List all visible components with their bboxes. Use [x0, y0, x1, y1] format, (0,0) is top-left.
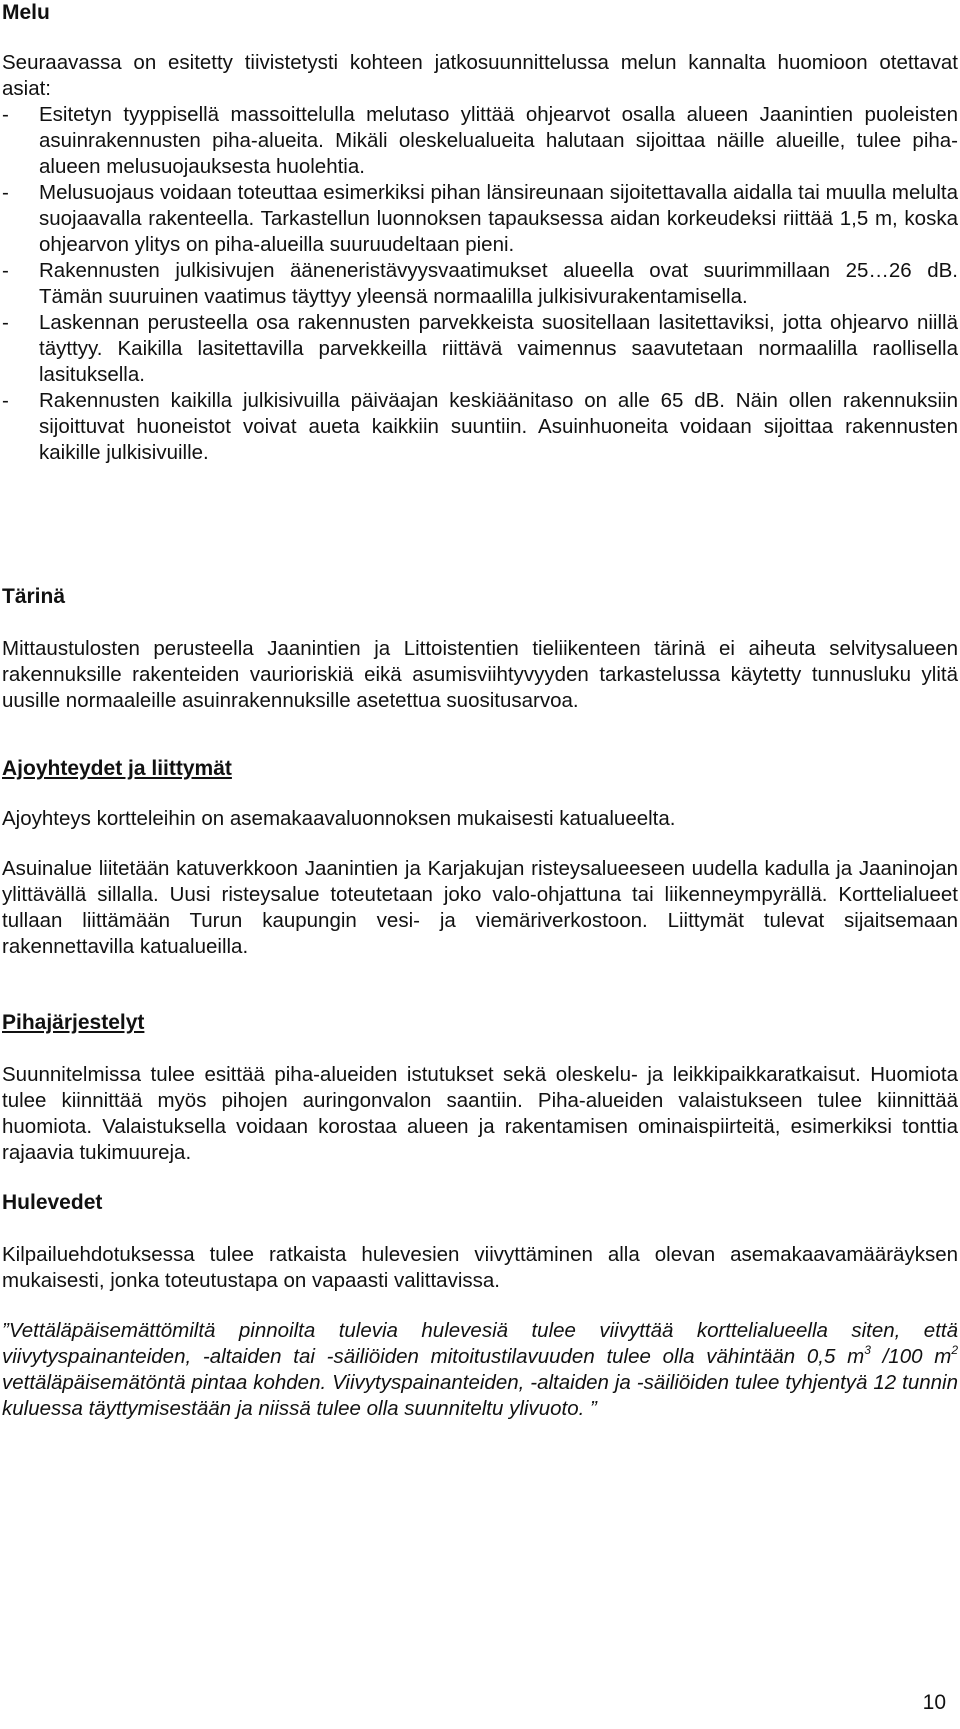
quote-part: /100 m [870, 1345, 952, 1368]
list-dash: - [2, 259, 9, 282]
pihajarjestelyt-heading: Pihajärjestelyt [2, 1011, 145, 1034]
list-item-text: Laskennan perusteella osa rakennusten parvekkeista suositellaan lasitettaviksi, jotta ohjearvo niillä täyttyy. Kaikilla lasitettavilla parvekkeilla riittävä vaimennus saavutetaan normaalilla raollisella lasituksella. [39, 311, 958, 386]
list-item-text: Rakennusten kaikilla julkisivuilla päiväajan keskiäänitaso on alle 65 dB. Näin ollen rakennuksiin sijoittuvat huoneistot voivat aueta kaikkiin suuntiin. Asuinhuoneita voidaan sijoittaa rakennusten kaikille julkisivuille. [39, 389, 958, 464]
hulevedet-heading: Hulevedet [2, 1191, 103, 1214]
list-dash: - [2, 181, 9, 204]
ajoyhteydet-paragraph-2: Asuinalue liitetään katuverkkoon Jaanintien ja Karjakujan risteysalueeseen uudella kadulla ja Jaaninojan ylittävällä sillalla. Uusi risteysalue toteutetaan joko valo-ohjattuna tai liikenneympyrällä. Korttelialueet tullaan liittämään Turun kaupungin vesi- ja viemäriverkostoon. Liittymät tulevat sijaitsemaan rakennettavilla katualueilla. [2, 857, 958, 958]
list-item-text: Melusuojaus voidaan toteuttaa esimerkiksi pihan länsireunaan sijoitettavalla aidalla tai muulla melulta suojaavalla rakenteella. Tarkastellun luonnoksen tapauksessa aidan korkeudeksi riittää 1,5 m, koska ohjearvon ylitys on piha-alueilla suuruudeltaan pieni. [39, 181, 958, 256]
superscript: 3 [864, 1343, 871, 1357]
superscript: 2 [951, 1343, 958, 1357]
hulevedet-text: Kilpailuehdotuksessa tulee ratkaista hulevesien viivyttäminen alla olevan asemakaavamääräyksen mukaisesti, jonka toteutustapa on vapaasti valittavissa. [2, 1243, 958, 1292]
page-number: 10 [922, 1691, 946, 1714]
pihajarjestelyt-section [2, 1062, 958, 1166]
hulevedet-quote [2, 1318, 958, 1422]
tarina-section [2, 636, 958, 714]
ajoyhteydet-body-block [2, 856, 958, 960]
hulevedet-quote-block [2, 1318, 958, 1422]
list-dash: - [2, 311, 9, 334]
melu-intro: Seuraavassa on esitetty tiivistetysti kohteen jatkosuunnittelussa melun kannalta huomioon otettavat asiat: [2, 51, 958, 100]
ajoyhteydet-heading: Ajoyhteydet ja liittymät [2, 757, 232, 780]
list-item [2, 310, 958, 388]
list-item-text: Esitetyn tyyppisellä massoittelulla melutaso ylittää ohjearvot osalla alueen Jaanintien puoleisten asuinrakennusten piha-alueita. Mikäli oleskelualueita halutaan sijoittaa näille alueille, tulee piha-alueen melusuojauksesta huolehtia. [39, 103, 958, 178]
quote-part: ”Vettäläpäisemättömiltä pinnoilta tulevia hulevesiä tulee viivyttää korttelialueella siten, että viivytyspainanteiden, -altaiden tai -säiliöiden mitoitustilavuuden tulee olla vähintään 0,5 m [2, 1319, 958, 1368]
tarina-heading: Tärinä [2, 585, 66, 608]
list-dash: - [2, 389, 9, 412]
ajoyhteydet-intro-block [2, 806, 958, 832]
tarina-text: Mittaustulosten perusteella Jaanintien ja Littoistentien tieliikenteen tärinä ei aiheuta selvitysalueen rakennuksille rakenteiden vaurioriskiä eikä asumisviihtyvyyden tarkastelussa käytetty tunnusluku ylitä uusille normaaleille asuinrakennuksille asetettua suositusarvoa. [2, 637, 958, 712]
list-item-text: Rakennusten julkisivujen ääneneristävyysvaatimukset alueella ovat suurimmillaan 25…26 dB. Tämän suuruinen vaatimus täyttyy yleensä normaalilla julkisivurakentamisella. [39, 259, 958, 308]
list-item [2, 102, 958, 180]
list-item [2, 258, 958, 310]
melu-heading: Melu [2, 1, 50, 24]
list-dash: - [2, 103, 9, 126]
pihajarjestelyt-text: Suunnitelmissa tulee esittää piha-alueiden istutukset sekä oleskelu- ja leikkipaikkaratkaisut. Huomiota tulee kiinnittää myös pihojen auringonvalon saantiin. Piha-alueiden valaistukseen tulee kiinnittää huomiota. Valaistuksella voidaan korostaa alueen ja rakentamisen ominaispiirteitä, esimerkiksi tonttia rajaavia tukimuureja. [2, 1063, 958, 1164]
quote-part: vettäläpäisemätöntä pintaa kohden. Viivytyspainanteiden, -altaiden ja -säiliöiden tulee tyhjentyä 12 tunnin kuluessa täyttymisestään ja niissä tulee olla suunniteltu ylivuoto. ” [2, 1371, 958, 1420]
list-item [2, 180, 958, 258]
list-item [2, 388, 958, 466]
melu-section [2, 50, 958, 466]
ajoyhteydet-paragraph-1: Ajoyhteys kortteleihin on asemakaavaluonnoksen mukaisesti katualueelta. [2, 807, 676, 830]
hulevedet-section [2, 1242, 958, 1294]
